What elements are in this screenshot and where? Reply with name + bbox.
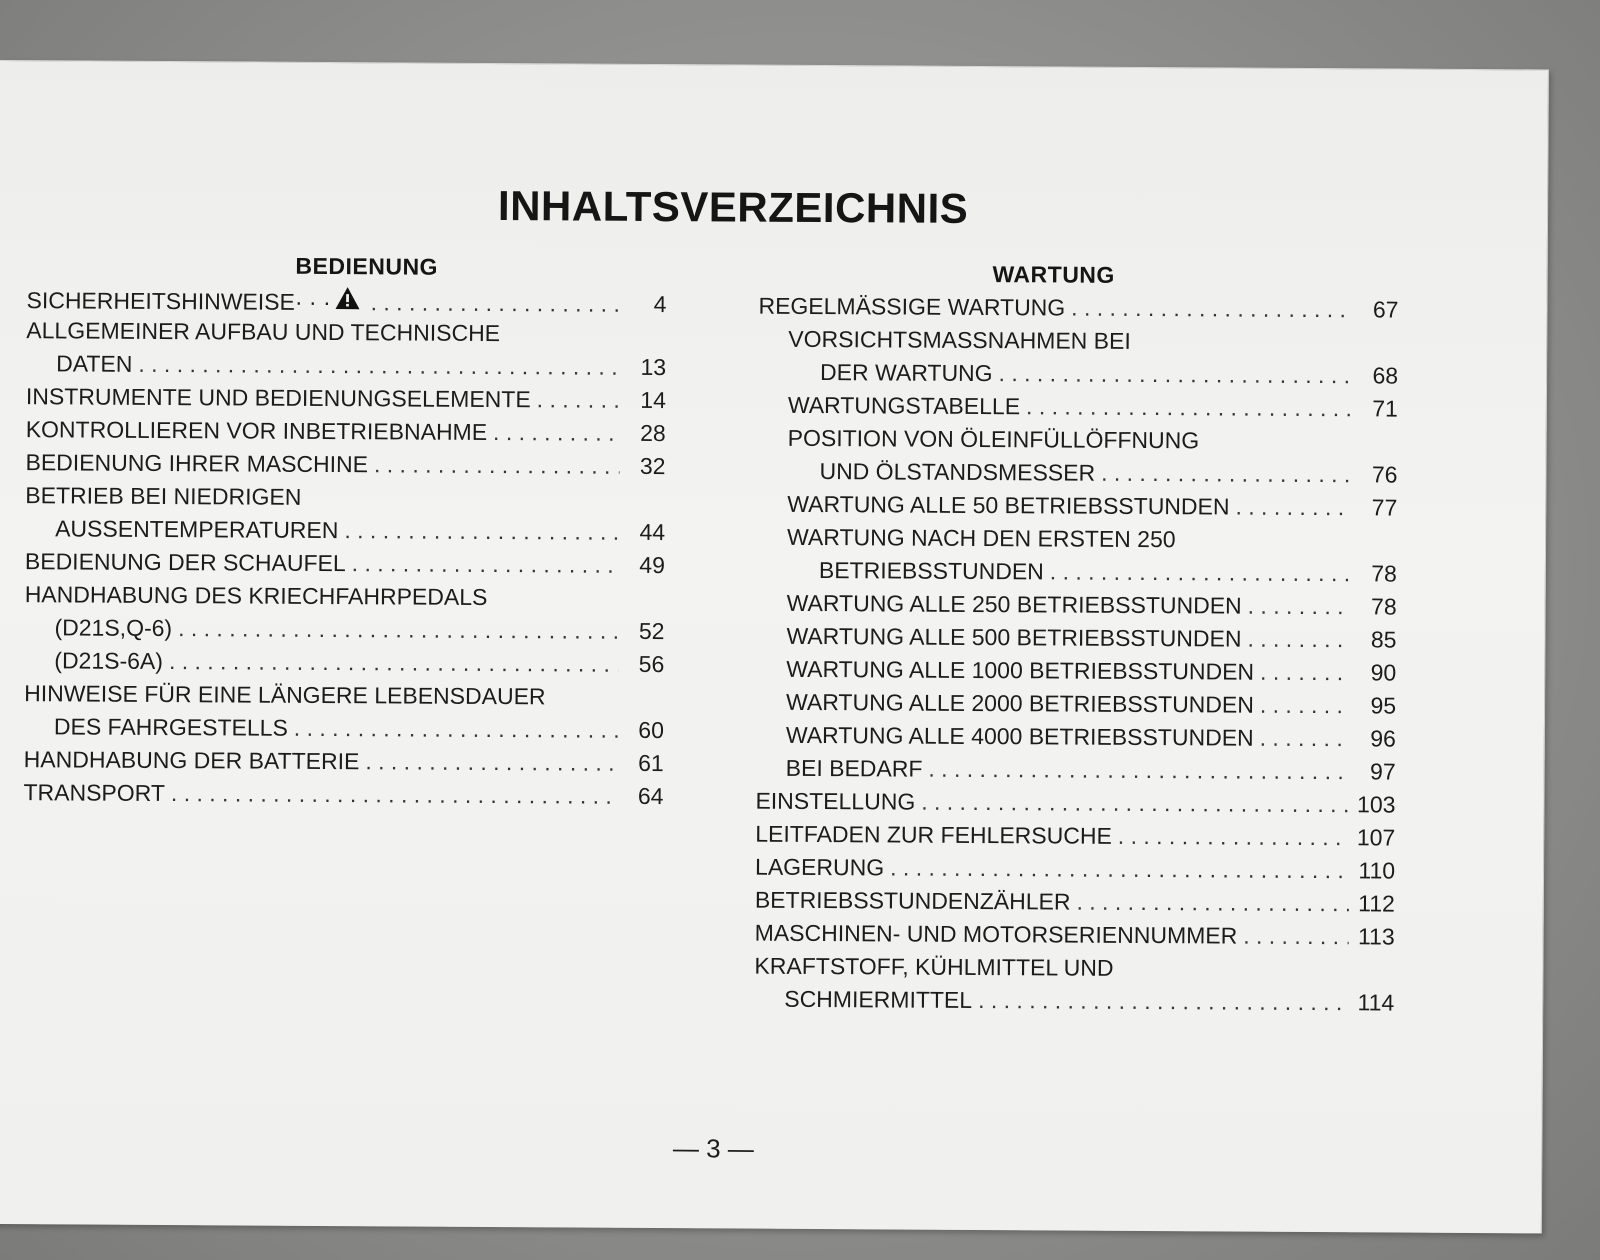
toc-entry (24, 713, 664, 750)
toc-entry-label: WARTUNG ALLE 250 BETRIEBSSTUNDEN (786, 589, 1242, 619)
leader-dots (1118, 823, 1350, 851)
toc-entry (757, 557, 1397, 594)
toc-list-bedienung (23, 284, 666, 816)
toc-entry-label: AUSSENTEMPERATUREN (55, 515, 339, 544)
toc-entry-page: 44 (639, 518, 666, 546)
leader-dots (1260, 692, 1350, 720)
leader-dots (178, 615, 619, 645)
warning-triangle-icon (335, 286, 361, 310)
leader-dots (928, 756, 1349, 786)
toc-left-column (23, 251, 666, 816)
toc-entry (755, 788, 1395, 825)
toc-entry-page: 96 (1370, 725, 1396, 752)
toc-entry-page: 68 (1372, 362, 1399, 389)
toc-entry-label: TRANSPORT (23, 779, 166, 807)
toc-entry-label: BETRIEBSSTUNDENZÄHLER (754, 886, 1071, 915)
toc-entry-label: BEI BEDARF (785, 754, 923, 782)
toc-entry (755, 821, 1395, 858)
page-number: — 3 — (672, 1133, 754, 1164)
toc-entry (755, 854, 1395, 891)
toc-entry (25, 482, 665, 519)
toc-entry (758, 359, 1398, 396)
leader-dots (294, 715, 618, 744)
leader-dots (890, 854, 1349, 884)
toc-entry-page: 85 (1370, 626, 1397, 653)
toc-entry-page: 4 (653, 290, 667, 318)
toc-entry-label: ALLGEMEINER AUFBAU UND TECHNISCHE (26, 317, 501, 347)
toc-entry-label: (D21S-6A) (54, 647, 164, 675)
toc-entry (758, 326, 1398, 363)
leader-dots (138, 351, 620, 381)
toc-entry-page: 95 (1370, 692, 1397, 719)
toc-entry (26, 317, 666, 354)
toc-entry (757, 458, 1397, 495)
section-heading-bedienung: BEDIENUNG (295, 252, 439, 280)
leader-dots (921, 789, 1349, 819)
toc-entry-page: 77 (1371, 494, 1398, 521)
leader-dots (352, 550, 619, 579)
leader-dots (1026, 393, 1352, 422)
toc-entry-page: 107 (1356, 824, 1396, 851)
toc-entry-label: HANDHABUNG DES KRIECHFAHRPEDALS (24, 581, 488, 610)
toc-entry-label: HINWEISE FÜR EINE LÄNGERE LEBENSDAUER (24, 680, 546, 710)
leader-dots (1076, 889, 1348, 918)
leader-dots (1071, 295, 1352, 324)
leader-dots (999, 360, 1353, 389)
toc-entry-page: 32 (639, 452, 666, 480)
toc-entry (757, 491, 1397, 528)
leader-dots (1243, 923, 1349, 951)
toc-entry (25, 581, 665, 618)
toc-entry (757, 590, 1397, 627)
toc-entry-label: WARTUNG ALLE 2000 BETRIEBSSTUNDEN (786, 688, 1254, 718)
toc-entry (756, 722, 1396, 759)
leader-dots (344, 517, 619, 546)
leader-dots (169, 648, 619, 678)
toc-entry-label: WARTUNG ALLE 50 BETRIEBSSTUNDEN (787, 490, 1230, 520)
toc-entry-label: DES FAHRGESTELLS (53, 713, 288, 741)
toc-entry (26, 284, 666, 321)
document-page (0, 60, 1549, 1233)
leader-dots (374, 451, 620, 479)
toc-entry (24, 614, 664, 651)
toc-entry-label: INSTRUMENTE UND BEDIENUNGSELEMENTE (25, 383, 531, 413)
toc-entry-label: (D21S,Q-6) (54, 614, 173, 642)
toc-entry (754, 986, 1394, 1023)
toc-entry (25, 515, 665, 552)
leader-dots (537, 386, 620, 414)
toc-entry-label: WARTUNG ALLE 1000 BETRIEBSSTUNDEN (786, 655, 1255, 685)
toc-entry-label: DATEN (56, 350, 133, 377)
leader-dots (1235, 494, 1351, 522)
toc-entry-label: EINSTELLUNG (755, 787, 916, 815)
toc-entry-page: 97 (1370, 758, 1396, 785)
toc-entry-page: 49 (639, 551, 666, 579)
toc-entry-label: HANDHABUNG DER BATTERIE (23, 746, 360, 775)
toc-entry-label: SCHMIERMITTEL (784, 985, 973, 1013)
leader-dots (365, 748, 617, 777)
toc-entry-page: 78 (1371, 560, 1397, 587)
leader-dots (1101, 460, 1352, 489)
toc-entry-label: REGELMÄSSIGE WARTUNG (758, 292, 1066, 321)
toc-entry-label: SICHERHEITSHINWEISE (26, 287, 295, 315)
leader-dots: · · · (294, 288, 331, 316)
toc-entry-page: 112 (1358, 890, 1395, 917)
toc-entry-page: 71 (1372, 395, 1398, 422)
leader-dots (1050, 558, 1351, 587)
toc-entry (755, 887, 1395, 924)
toc-entry-page: 56 (638, 650, 665, 678)
leader-dots (1260, 659, 1350, 687)
toc-entry-label: VORSICHTSMASSNAHMEN BEI (788, 325, 1131, 354)
toc-entry (756, 656, 1396, 693)
toc-list-wartung (754, 293, 1398, 1023)
toc-right-column (754, 260, 1399, 1023)
toc-entry-page: 14 (640, 386, 667, 414)
toc-entry (26, 350, 666, 387)
leader-dots (493, 419, 620, 447)
toc-entry-label: WARTUNG ALLE 500 BETRIEBSSTUNDEN (786, 622, 1242, 652)
toc-entry-label: BEDIENUNG IHRER MASCHINE (25, 449, 369, 478)
toc-entry-label: DER WARTUNG (820, 359, 993, 387)
toc-entry (758, 293, 1398, 330)
toc-entry-page: 13 (640, 353, 667, 381)
toc-entry-page: 110 (1358, 857, 1396, 884)
leader-dots (1248, 593, 1351, 621)
toc-entry (26, 383, 666, 420)
toc-entry-label: POSITION VON ÖLEINFÜLLÖFFNUNG (787, 424, 1200, 454)
toc-entry-label: BEDIENUNG DER SCHAUFEL (24, 548, 346, 577)
toc-entry (24, 746, 664, 783)
toc-entry (757, 524, 1397, 561)
leader-dots (1247, 626, 1350, 654)
section-heading-wartung: WARTUNG (992, 261, 1115, 288)
toc-entry (758, 425, 1398, 462)
toc-entry (756, 755, 1396, 792)
toc-entry-page: 60 (638, 716, 664, 744)
page-title: INHALTSVERZEICHNIS (497, 182, 969, 232)
toc-entry (26, 416, 666, 453)
toc-entry-label: LEITFADEN ZUR FEHLERSUCHE (755, 820, 1112, 849)
toc-entry-page: 64 (637, 782, 664, 810)
toc-entry (754, 953, 1394, 990)
toc-entry-label: WARTUNG ALLE 4000 BETRIEBSSTUNDEN (785, 721, 1254, 751)
toc-entry (756, 689, 1396, 726)
toc-entry-label: UND ÖLSTANDSMESSER (819, 458, 1096, 486)
toc-entry-label: BETRIEBSSTUNDEN (818, 557, 1044, 585)
toc-entry-label: WARTUNG NACH DEN ERSTEN 250 (787, 523, 1176, 553)
toc-entry-page: 61 (638, 749, 664, 777)
toc-entry (25, 548, 665, 585)
toc-entry (758, 392, 1398, 429)
toc-entry (25, 449, 665, 486)
toc-entry (24, 680, 664, 717)
toc-entry-label: BETRIEB BEI NIEDRIGEN (25, 482, 302, 510)
toc-entry-label: KONTROLLIEREN VOR INBETRIEBNAHME (25, 416, 488, 445)
toc-entry-label: MASCHINEN- UND MOTORSERIENNUMMER (754, 919, 1238, 949)
toc-entry-page: 28 (640, 419, 666, 447)
toc-entry (23, 779, 663, 816)
leader-dots (978, 987, 1348, 1016)
toc-entry-page: 90 (1370, 659, 1397, 686)
toc-entry-label: LAGERUNG (755, 853, 885, 881)
toc-entry-page: 52 (638, 617, 665, 645)
toc-entry-page: 78 (1371, 593, 1397, 620)
toc-entry (24, 647, 664, 684)
toc-entry-label: KRAFTSTOFF, KÜHLMITTEL UND (754, 952, 1114, 981)
toc-entry (755, 920, 1395, 957)
toc-entry-label: WARTUNGSTABELLE (787, 391, 1021, 420)
toc-entry-page: 67 (1372, 296, 1399, 323)
leader-dots (171, 780, 618, 810)
toc-entry (756, 623, 1396, 660)
toc-entry-page: 76 (1371, 461, 1398, 488)
toc-entry-page: 103 (1357, 791, 1396, 818)
toc-entry-page: 114 (1357, 989, 1395, 1016)
leader-dots (371, 289, 621, 318)
toc-entry-page: 113 (1357, 923, 1395, 950)
leader-dots (1260, 725, 1350, 753)
